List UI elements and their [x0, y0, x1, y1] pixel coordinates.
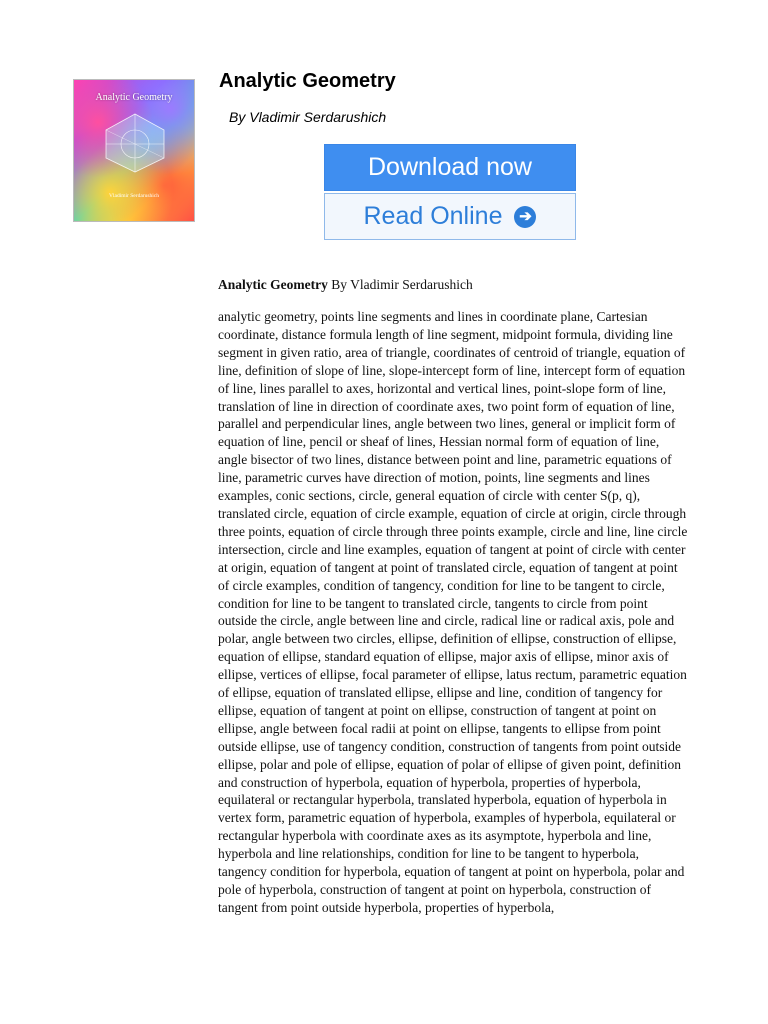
description-heading [218, 277, 473, 293]
cover-geometry-figure [102, 112, 168, 174]
arrow-right-circle-icon: ➔ [514, 206, 536, 228]
description-heading-author: By Vladimir Serdarushich [327, 277, 473, 292]
read-online-button[interactable] [324, 193, 576, 240]
download-now-button[interactable] [324, 144, 576, 191]
book-byline: By Vladimir Serdarushich [229, 109, 387, 125]
cover-author: Vladimir Serdarushich [109, 193, 159, 199]
read-online-label: Read Online [363, 202, 503, 230]
book-title: Analytic Geometry [219, 70, 396, 92]
book-cover-image[interactable] [73, 79, 195, 222]
download-now-label: Download now [368, 153, 532, 181]
description-body: analytic geometry, points line segments and lines in coordinate plane, Cartesian coordinate, distance formula length of line segment, midpoint formula, dividing line segment in given ratio, area of triangle, coordinates of centroid of triangle, equation of line, definition of slope of line, slope-intercept form of line, intercept form of equation of line, lines parallel to axes, horizontal and vertical lines, point-slope form of line, translation of line in direction of coordinate axes, two point form of equation of line, parallel and perpendicular lines, angle between two lines, general or implicit form of equation of line, pencil or sheaf of lines, Hessian normal form of equation of line, angle bisector of two lines, distance between point and line, parametric equations of line, parametric curves have direction of motion, points, line segments and lines examples, conic sections, circle, general equation of circle with center S(p, q), translated circle, equation of circle example, equation of circle at origin, circle through three points, equation of circle through three points example, circle and line, line circle intersection, circle and line examples, equation of tangent at point of circle with center at origin, equation of tangent at point of translated circle, equation of tangent at point of circle examples, condition of tangency, condition for line to be tangent to circle, condition for line to be tangent to translated circle, tangents to circle from point outside the circle, angle between line and circle, radical line or radical axis, pole and polar, angle between two circles, ellipse, definition of ellipse, construction of ellipse, equation of ellipse, standard equation of ellipse, major axis of ellipse, minor axis of ellipse, vertices of ellipse, focal parameter of ellipse, latus rectum, parametric equation of ellipse, equation of translated ellipse, ellipse and line, condition of tangency for ellipse, equation of tangent at point on ellipse, construction of tangent at point on ellipse, angle between focal radii at point on ellipse, tangents to ellipse from point outside ellipse, use of tangency condition, construction of tangents from point outside ellipse, polar and pole of ellipse, equation of polar of ellipse of given point, definition and construction of hyperbola, equation of hyperbola, properties of hyperbola, equilateral or rectangular hyperbola, translated hyperbola, equation of hyperbola in vertex form, parametric equation of hyperbola, examples of hyperbola, equilateral or rectangular hyperbola with coordinate axes as its asymptote, hyperbola and line, hyperbola and line relationships, condition for line to be tangent to hyperbola, tangency condition for hyperbola, equation of tangent at point on hyperbola, polar and pole of hyperbola, construction of tangent at point on hyperbola, construction of tangent from point outside hyperbola, properties of hyperbola, [218, 309, 688, 915]
description-heading-title: Analytic Geometry [218, 277, 328, 292]
cover-title: Analytic Geometry [95, 92, 173, 103]
